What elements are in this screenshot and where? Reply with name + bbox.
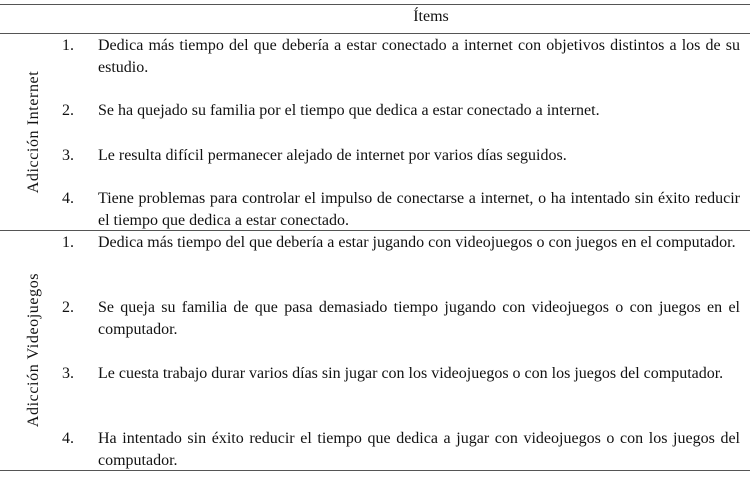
table-row [62, 363, 742, 385]
item-text: Le resulta difícil permanecer alejado de internet por varios días seguidos. [98, 147, 567, 164]
table-bottom-rule [0, 470, 750, 471]
table-top-rule [0, 4, 750, 5]
items-column-header: Ítems [413, 8, 449, 25]
item-text: Se queja su familia de que pasa demasiado tiempo jugando con videojuegos o con juegos en el computador. [98, 299, 740, 338]
section-label-videojuegos: Adicción Videojuegos [25, 272, 42, 428]
table-row [62, 145, 742, 167]
table-row [62, 100, 742, 122]
item-text: Ha intentado sin éxito reducir el tiempo que dedica a jugar con videojuegos o con los juegos del computador. [98, 430, 740, 469]
item-number: 1. [62, 234, 74, 251]
table-row [62, 35, 742, 78]
table-row [62, 188, 742, 231]
table-row [62, 297, 742, 340]
header-bottom-rule [0, 33, 750, 34]
item-number: 1. [62, 37, 74, 54]
item-number: 2. [62, 299, 74, 316]
table-row [62, 428, 742, 471]
item-number: 2. [62, 102, 74, 119]
item-text: Le cuesta trabajo durar varios días sin jugar con los videojuegos o con los juegos del computador. [98, 365, 724, 382]
table-row [62, 232, 742, 254]
item-number: 4. [62, 190, 74, 207]
item-text: Se ha quejado su familia por el tiempo que dedica a estar conectado a internet. [98, 102, 600, 119]
item-text: Dedica más tiempo del que debería a estar conectado a internet con objetivos distintos a los de su estudio. [98, 37, 740, 76]
item-number: 3. [62, 365, 74, 382]
section-label-internet: Adicción Internet [25, 70, 42, 194]
item-text: Dedica más tiempo del que debería a estar jugando con videojuegos o con juegos en el computador. [98, 234, 736, 251]
item-number: 3. [62, 147, 74, 164]
section-divider-rule [0, 230, 750, 231]
item-number: 4. [62, 430, 74, 447]
item-text: Tiene problemas para controlar el impulso de conectarse a internet, o ha intentado sin éxito reducir el tiempo que dedica a estar conectado. [98, 190, 740, 229]
